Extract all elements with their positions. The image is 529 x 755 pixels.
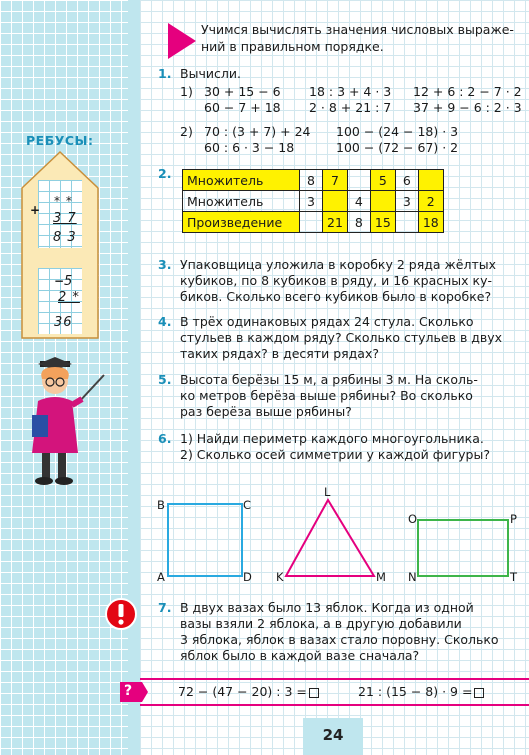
table-row xyxy=(183,170,444,191)
table-cell xyxy=(323,191,348,212)
task1-expr: 37 + 9 − 6 : 2 · 3 xyxy=(413,100,522,115)
task7-number: 7. xyxy=(158,600,172,615)
task4-line: таких рядах? в десяти рядах? xyxy=(180,346,379,361)
task6-line: 1) Найди периметр каждого многоугольника. xyxy=(180,431,484,446)
rebus2-row1: 5 xyxy=(64,274,73,289)
figures xyxy=(150,480,529,590)
rebus1-row1: * * xyxy=(54,194,73,208)
bonus-expr1-text: 72 − (47 − 20) : 3 = xyxy=(178,684,307,699)
task2-number: 2. xyxy=(158,166,172,181)
vertex-label: N xyxy=(408,570,417,584)
rebus2-row2: 2 * xyxy=(58,290,80,305)
task4-number: 4. xyxy=(158,314,172,329)
triangle-figure xyxy=(286,500,374,576)
task1-expr: 60 : 6 · 3 − 18 xyxy=(204,140,295,155)
task7-line: яблок было в каждой вазе сначала? xyxy=(180,648,420,663)
rebus2-dash: − xyxy=(54,274,65,288)
vertex-label: D xyxy=(243,570,252,584)
table-cell: 6 xyxy=(395,170,418,191)
bonus-expr2 xyxy=(358,684,484,700)
task5-line: раз берёза выше рябины? xyxy=(180,404,352,419)
task4-line: В трёх одинаковых рядах 24 стула. Сколько xyxy=(180,314,474,329)
task3-line: биков. Сколько всего кубиков было в коробке? xyxy=(180,289,492,304)
header-arrow-icon xyxy=(166,21,198,61)
vertex-label: A xyxy=(157,570,165,584)
task3-number: 3. xyxy=(158,257,172,272)
question-badge-icon xyxy=(118,680,150,704)
task7-line: вазы взяли 2 яблока, а в другую добавили xyxy=(180,616,462,631)
row-label: Произведение xyxy=(183,212,300,233)
task5-number: 5. xyxy=(158,372,172,387)
divider-top xyxy=(140,678,529,680)
task1-expr: 60 − 7 + 18 xyxy=(204,100,281,115)
task1-expr: 100 − (24 − 18) · 3 xyxy=(336,124,459,139)
bonus-expr1 xyxy=(178,684,319,700)
answer-box xyxy=(309,688,319,698)
task1-expr: 2 · 8 + 21 : 7 xyxy=(309,100,392,115)
vertex-label: O xyxy=(408,512,418,526)
table-cell: 15 xyxy=(370,212,395,233)
task1-title: Вычисли. xyxy=(180,66,241,81)
table-row xyxy=(183,212,444,233)
task6-line: 2) Сколько осей симметрии у каждой фигуры? xyxy=(180,447,490,462)
vertex-label: M xyxy=(376,570,386,584)
question-mark: ? xyxy=(124,683,133,699)
task3-line: кубиков, по 8 кубиков в ряду, и 16 красных ку- xyxy=(180,273,492,288)
bonus-expr2-text: 21 : (15 − 8) · 9 = xyxy=(358,684,473,699)
answer-box xyxy=(474,688,484,698)
table-cell: 8 xyxy=(347,212,370,233)
task6-number: 6. xyxy=(158,431,172,446)
multiplication-table xyxy=(182,169,444,233)
table-cell xyxy=(300,212,323,233)
rebus1-row3: 8 3 xyxy=(53,230,77,245)
header-line2: ний в правильном порядке. xyxy=(201,39,384,54)
square-figure xyxy=(168,504,242,576)
table-cell: 18 xyxy=(418,212,443,233)
table-cell: 7 xyxy=(323,170,348,191)
professor-illustration xyxy=(18,355,108,490)
exclamation-icon xyxy=(104,597,138,631)
table-cell: 5 xyxy=(370,170,395,191)
task7-line: В двух вазах было 13 яблок. Когда из одной xyxy=(180,600,474,615)
vertex-label: B xyxy=(157,498,165,512)
rebus1-row2: 3 7 xyxy=(53,211,77,226)
task3-line: Упаковщица уложила в коробку 2 ряда жёлтых xyxy=(180,257,496,272)
rebus2-row3: 36 xyxy=(54,315,73,330)
table-cell xyxy=(395,212,418,233)
task1-number: 1. xyxy=(158,66,172,81)
table-cell: 2 xyxy=(418,191,443,212)
table-cell xyxy=(370,191,395,212)
task1-expr: 18 : 3 + 4 · 3 xyxy=(309,84,392,99)
rectangle-figure xyxy=(418,520,508,576)
task1-expr: 12 + 6 : 2 − 7 · 2 xyxy=(413,84,522,99)
row-label: Множитель xyxy=(183,170,300,191)
table-cell xyxy=(347,170,370,191)
task7-line: 3 яблока, яблок в вазах стало поровну. Сколько xyxy=(180,632,499,647)
margin-edge xyxy=(128,0,140,755)
table-cell xyxy=(418,170,443,191)
task1-expr: 100 − (72 − 67) · 2 xyxy=(336,140,459,155)
table-cell: 3 xyxy=(300,191,323,212)
table-row xyxy=(183,191,444,212)
vertex-label: L xyxy=(324,485,331,499)
table-cell: 4 xyxy=(347,191,370,212)
task4-line: стульев в каждом ряду? Сколько стульев в двух xyxy=(180,330,503,345)
vertex-label: K xyxy=(276,570,284,584)
header-line1: Учимся вычислять значения числовых выраже- xyxy=(201,22,514,37)
rebus-title: РЕБУСЫ: xyxy=(26,133,94,148)
table-cell: 3 xyxy=(395,191,418,212)
task1-r1-label: 1) xyxy=(180,84,193,99)
task5-line: Высота берёзы 15 м, а рябины 3 м. На сколь- xyxy=(180,372,478,387)
vertex-label: P xyxy=(510,512,517,526)
task1-expr: 30 + 15 − 6 xyxy=(204,84,281,99)
divider-bottom xyxy=(140,704,529,706)
table-cell: 8 xyxy=(300,170,323,191)
row-label: Множитель xyxy=(183,191,300,212)
table-cell: 21 xyxy=(323,212,348,233)
page-number: 24 xyxy=(303,718,363,755)
task5-line: ко метров берёза выше рябины? Во сколько xyxy=(180,388,473,403)
task1-r2-label: 2) xyxy=(180,124,193,139)
rebus1-op: + xyxy=(30,203,41,217)
task1-expr: 70 : (3 + 7) + 24 xyxy=(204,124,311,139)
vertex-label: T xyxy=(510,570,518,584)
vertex-label: C xyxy=(243,498,252,512)
